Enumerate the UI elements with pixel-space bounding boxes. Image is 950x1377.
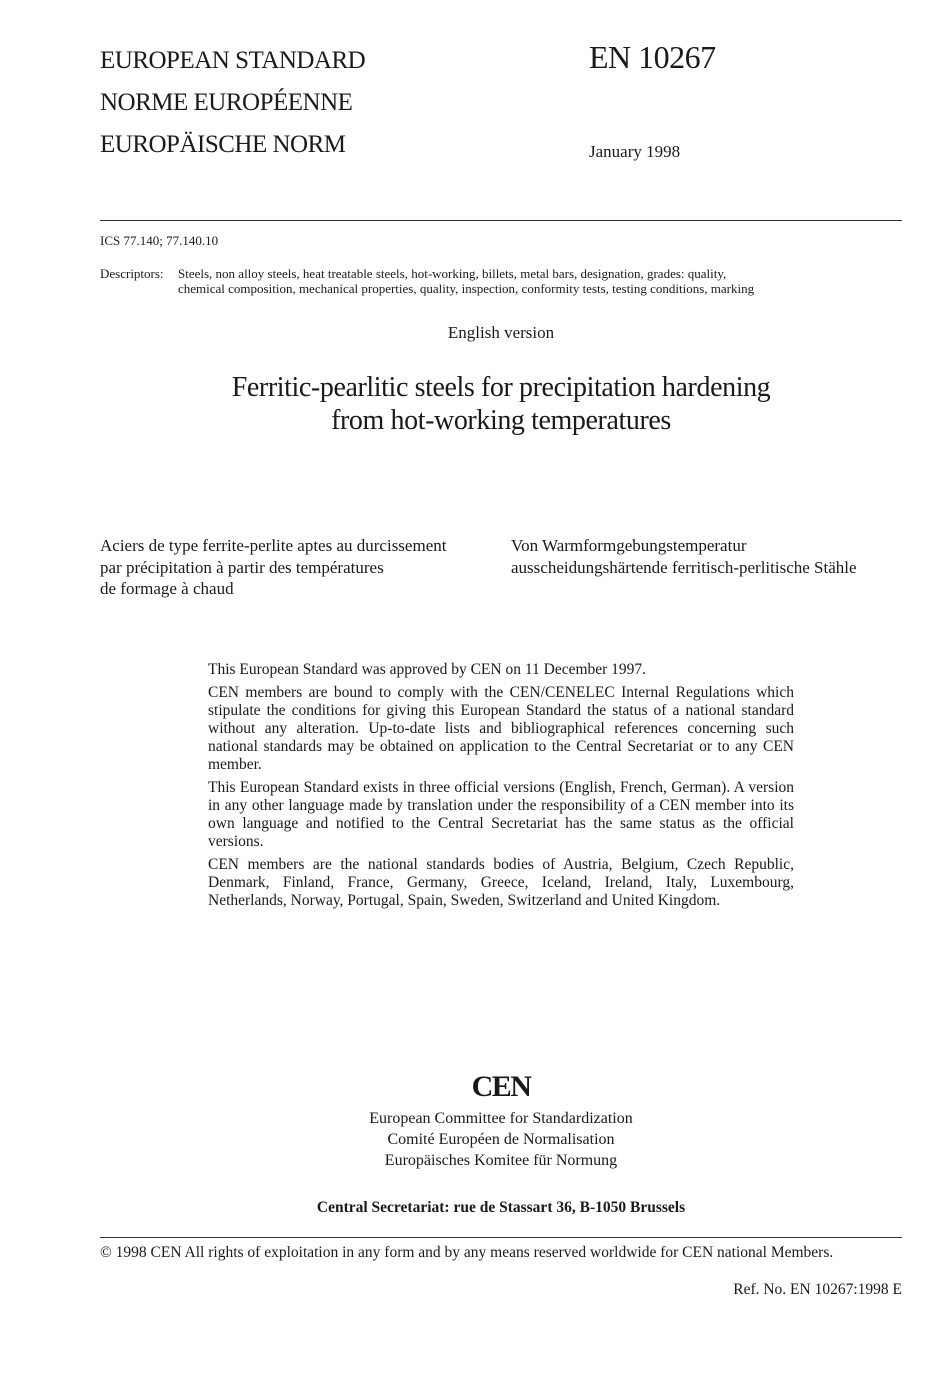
standard-name-french: NORME EUROPÉENNE xyxy=(100,89,353,116)
descriptors-label: Descriptors: xyxy=(100,266,164,281)
ics-code: ICS 77.140; 77.140.10 xyxy=(100,233,219,248)
approval-paragraph: CEN members are bound to comply with the CEN/CENELEC Internal Regulations which stipulate the conditions for giving this European Standard the status of a national standard without any alteration. Up-to-date lists and bibliographical references concerning such national standards may be obtained on application to the Central Secretariat or to any CEN member. xyxy=(208,684,794,773)
german-title-line: ausscheidungshärtende ferritisch-perlitische Stähle xyxy=(511,557,857,577)
french-title xyxy=(100,535,446,600)
footer-divider xyxy=(100,1237,902,1238)
reference-number: Ref. No. EN 10267:1998 E xyxy=(733,1281,902,1298)
document-title xyxy=(0,371,950,437)
central-secretariat: Central Secretariat: rue de Stassart 36, B-1050 Brussels xyxy=(316,1199,686,1216)
approval-paragraph: This European Standard exists in three official versions (English, French, German). A version in any other language made by translation under the responsibility of a CEN member into its own language and notified to the Central Secretariat has the same status as the official versions. xyxy=(208,779,794,850)
approval-paragraph: This European Standard was approved by CEN on 11 December 1997. xyxy=(208,661,647,678)
standard-name-english: EUROPEAN STANDARD xyxy=(100,47,366,74)
french-title-line: de formage à chaud xyxy=(100,579,234,598)
cen-name-line: European Committee for Standardization xyxy=(369,1110,633,1127)
header-divider xyxy=(100,220,902,221)
title-line: Ferritic-pearlitic steels for precipitation hardening xyxy=(231,372,771,403)
title-line: from hot-working temperatures xyxy=(331,405,671,436)
descriptors-line: Steels, non alloy steels, heat treatable steels, hot-working, billets, metal bars, designation, grades: quality, xyxy=(178,266,727,281)
version-label: English version xyxy=(447,323,555,342)
french-title-line: par précipitation à partir des températures xyxy=(100,557,384,577)
publication-date: January 1998 xyxy=(589,142,681,161)
copyright-notice: © 1998 CEN All rights of exploitation in any form and by any means reserved worldwide for CEN national Members. xyxy=(100,1244,834,1261)
approval-paragraph: CEN members are the national standards bodies of Austria, Belgium, Czech Republic, Denmark, Finland, France, Germany, Greece, Iceland, Ireland, Italy, Luxembourg, Netherlands, Norway, Portugal, Spain, Sweden, Switzerland and United Kingdom. xyxy=(208,856,794,909)
german-title xyxy=(511,535,857,578)
standard-number: EN 10267 xyxy=(589,39,716,75)
approval-statement xyxy=(208,661,794,915)
descriptors-line: chemical composition, mechanical properties, quality, inspection, conformity tests, testing conditions, marking xyxy=(178,281,755,296)
descriptors-list xyxy=(178,266,754,296)
standard-name-german: EUROPÄISCHE NORM xyxy=(100,131,346,158)
cen-names xyxy=(0,1108,950,1171)
cen-logo: CEN xyxy=(471,1070,531,1103)
cen-name-line: Europäisches Komitee für Normung xyxy=(384,1152,618,1169)
french-title-line: Aciers de type ferrite-perlite aptes au durcissement xyxy=(100,536,447,555)
german-title-line: Von Warmformgebungstemperatur xyxy=(511,536,747,555)
cen-name-line: Comité Européen de Normalisation xyxy=(387,1131,615,1148)
